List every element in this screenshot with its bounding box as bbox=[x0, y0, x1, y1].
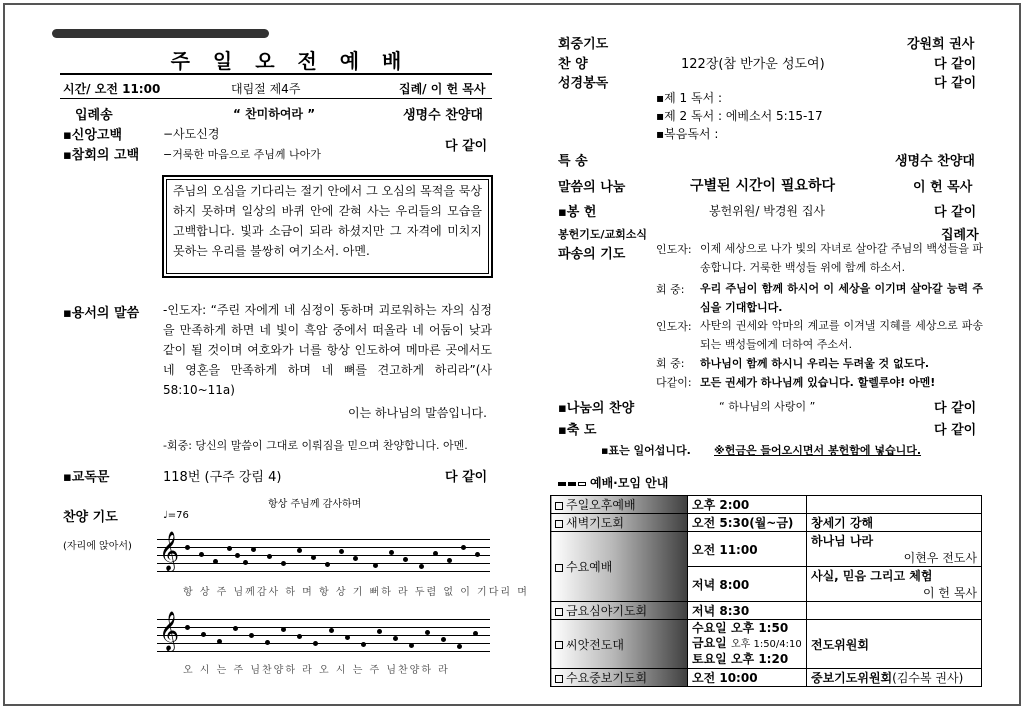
schedule-time: 저녁 8:30 bbox=[688, 602, 807, 620]
hymn-label-right: 찬 양 bbox=[558, 57, 588, 72]
bless-by: 다 같이 bbox=[934, 423, 977, 438]
schedule-table bbox=[550, 495, 982, 687]
music-note bbox=[313, 641, 318, 646]
schedule-name: 주일오후예배 bbox=[551, 496, 688, 514]
service-leader: 집례/ 이 헌 목사 bbox=[399, 82, 486, 96]
reading-2: ▪제 2 독서 : 에베소서 5:15-17 bbox=[656, 109, 823, 123]
offering-by: 다 같이 bbox=[934, 205, 977, 220]
music-staff-1 bbox=[157, 531, 490, 575]
schedule-name: 금요심야기도회 bbox=[551, 602, 688, 620]
schedule-title: 예배·모임 안내 bbox=[590, 476, 669, 490]
schedule-time: 오후 2:00 bbox=[688, 496, 807, 514]
music-note bbox=[199, 552, 204, 557]
prayer-by: 강원희 권사 bbox=[907, 37, 975, 52]
music-note bbox=[281, 561, 286, 566]
music-note bbox=[281, 627, 286, 632]
table-row bbox=[551, 669, 982, 687]
music-note bbox=[265, 640, 270, 645]
news-label: 봉헌기도/교회소식 bbox=[558, 228, 648, 241]
hymn-by: 다 같이 bbox=[445, 470, 488, 485]
confession-text: 주님의 오심을 기다리는 절기 안에서 그 오심의 목적을 묵상하지 못하며 일상의 바퀴 안에 갇혀 사는 우리들의 모습을 고백합니다. 빛과 소금이 되라 하셨지만 그 자격에 미치지 못하는 우리를 불쌍히 여기소서. 아멘. bbox=[166, 179, 489, 274]
music-note bbox=[373, 563, 378, 568]
music-note bbox=[325, 562, 330, 567]
schedule-note: 창세기 강해 bbox=[807, 514, 982, 532]
service-time: 시간/ 오전 11:00 bbox=[63, 82, 161, 96]
music-note bbox=[267, 554, 272, 559]
table-row bbox=[551, 602, 982, 620]
footnote-stand: ▪표는 일어섭니다. bbox=[601, 444, 691, 457]
schedule-name: 새벽기도회 bbox=[551, 514, 688, 532]
schedule-name: 씨앗전도대 bbox=[551, 620, 688, 669]
sending-label: 파송의 기도 bbox=[558, 247, 626, 262]
music-note bbox=[447, 558, 452, 563]
sending-2-who: 회 중: bbox=[656, 283, 685, 296]
sermon-title: 구별된 시간이 필요하다 bbox=[690, 178, 835, 194]
decorative-bar bbox=[52, 29, 269, 38]
schedule-time: 저녁 8:00 bbox=[688, 567, 807, 602]
heading-bars-icon bbox=[558, 482, 566, 486]
praise-note: (자리에 앉아서) bbox=[63, 541, 132, 552]
music-note bbox=[361, 642, 366, 647]
music-note bbox=[329, 628, 334, 633]
music-note bbox=[409, 643, 414, 648]
offering-label: ▪봉 헌 bbox=[558, 205, 597, 220]
lyrics-line-2: 오 시 는 주 님찬양하 라 오 시 는 주 님찬양하 라 bbox=[183, 665, 450, 676]
treble-clef-icon: 𝄞 bbox=[159, 531, 180, 571]
schedule-note: 하나님 나라 이현우 전도사 bbox=[807, 532, 982, 567]
music-note bbox=[201, 632, 206, 637]
confession-value: −거룩한 마음으로 주님께 나아가 bbox=[163, 148, 321, 161]
music-note bbox=[345, 635, 350, 640]
treble-clef-icon: 𝄞 bbox=[159, 611, 180, 651]
reading-label: 성경봉독 bbox=[558, 76, 609, 91]
creed-label: ▪신앙고백 bbox=[63, 128, 123, 143]
score-title: 항상 주님께 감사하며 bbox=[268, 499, 362, 510]
reading-3: ▪복음독서 : bbox=[656, 127, 719, 141]
music-note bbox=[353, 556, 358, 561]
music-note bbox=[419, 564, 424, 569]
sending-4-text: 하나님이 함께 하시니 우리는 두려울 것 없도다. bbox=[700, 357, 930, 370]
sending-3-who: 인도자: bbox=[656, 320, 692, 333]
music-note bbox=[339, 549, 344, 554]
music-note bbox=[249, 633, 254, 638]
music-note bbox=[475, 552, 480, 557]
music-note bbox=[311, 555, 316, 560]
news-by: 집례자 bbox=[941, 228, 979, 243]
sending-3-text: 사탄의 권세와 악마의 계교를 이겨낼 지혜를 세상으로 파송되는 백성들에게 더하여 주소서. bbox=[700, 319, 983, 351]
schedule-heading bbox=[558, 474, 668, 491]
divider bbox=[60, 73, 492, 75]
schedule-note: 중보기도위원회(김수복 권사) bbox=[807, 669, 982, 687]
music-note bbox=[297, 548, 302, 553]
schedule-note: 전도위원회 bbox=[807, 620, 982, 669]
entrance-by: 생명수 찬양대 bbox=[403, 108, 483, 123]
footnote-offering: ※헌금은 들어오시면서 봉헌함에 넣습니다. bbox=[714, 444, 922, 457]
entrance-label: 입례송 bbox=[75, 108, 113, 123]
music-note bbox=[227, 546, 232, 551]
pardon-response: -회중: 당신의 말씀이 그대로 이뤄짐을 믿으며 찬양합니다. 아멘. bbox=[163, 439, 468, 452]
table-row bbox=[551, 620, 982, 669]
schedule-time: 오전 10:00 bbox=[688, 669, 807, 687]
music-note bbox=[441, 637, 446, 642]
music-note bbox=[433, 551, 438, 556]
music-note bbox=[425, 630, 430, 635]
sending-1-text: 이제 세상으로 나가 빛의 자녀로 살아갈 주님의 백성들을 파송합니다. 거룩한 백성들 위에 함께 하소서. bbox=[700, 242, 983, 274]
schedule-name: 수요중보기도회 bbox=[551, 669, 688, 687]
music-staff-2 bbox=[157, 611, 490, 655]
pardon-text: -인도자: “주린 자에게 네 심정이 동하며 괴로워하는 자의 심정을 만족하게 하면 네 빛이 흑암 중에서 떠올라 네 어둠이 낮과 같이 될 것이며 여호와가 너를 항상 인도하여 메마른 곳에서도 네 영혼을 만족하게 하며 네 뼈를 견고하게 하리라”(사 58:10~11a) bbox=[163, 303, 492, 397]
page-title: 주 일 오 전 예 배 bbox=[170, 49, 410, 73]
music-note bbox=[473, 631, 478, 636]
reading-by: 다 같이 bbox=[934, 76, 977, 91]
special-label: 특 송 bbox=[558, 154, 588, 169]
divider bbox=[60, 98, 492, 99]
music-note bbox=[235, 553, 240, 558]
schedule-note bbox=[807, 496, 982, 514]
reading-1: ▪제 1 독서 : bbox=[656, 91, 723, 105]
offering-value: 봉헌위원/ 박경원 집사 bbox=[709, 204, 826, 218]
schedule-note: 사실, 믿음 그리고 체험 이 헌 목사 bbox=[807, 567, 982, 602]
music-note bbox=[185, 625, 190, 630]
sending-2-text: 우리 주님이 함께 하시어 이 세상을 이기며 살아갈 능력 주심을 기대합니다. bbox=[700, 282, 983, 314]
pardon-end: 이는 하나님의 말씀입니다. bbox=[348, 406, 487, 420]
lyrics-line-1: 항 상 주 님께감사 하 며 항 상 기 뻐하 라 두렴 없 이 기다리 며 bbox=[183, 587, 529, 598]
hymn-value: 118번 (구주 강림 4) bbox=[163, 470, 282, 485]
prayer-label: 회중기도 bbox=[558, 37, 609, 52]
sending-5-text: 모든 권세가 하나님께 있습니다. 할렐루야! 아멘! bbox=[700, 376, 936, 389]
music-note bbox=[389, 550, 394, 555]
music-note bbox=[233, 626, 238, 631]
sermon-label: 말씀의 나눔 bbox=[558, 180, 626, 195]
sermon-by: 이 헌 목사 bbox=[913, 180, 973, 195]
share-by: 다 같이 bbox=[934, 401, 977, 416]
share-song: “ 하나님의 사랑이 ” bbox=[719, 400, 816, 413]
schedule-time: 오전 5:30(월~금) bbox=[688, 514, 807, 532]
music-note bbox=[403, 557, 408, 562]
liturgical-week: 대림절 제4주 bbox=[231, 82, 301, 96]
confession-box bbox=[162, 175, 493, 278]
music-note bbox=[457, 644, 462, 649]
music-note bbox=[243, 560, 248, 565]
music-note bbox=[377, 629, 382, 634]
music-note bbox=[213, 559, 218, 564]
creed-value: −사도신경 bbox=[163, 127, 220, 141]
praise-label: 찬양 기도 bbox=[63, 510, 118, 525]
music-note bbox=[185, 545, 190, 550]
confession-label: ▪참회의 고백 bbox=[63, 148, 140, 163]
creed-by: 다 같이 bbox=[445, 139, 488, 154]
share-label: ▪나눔의 찬양 bbox=[558, 401, 635, 416]
score-tempo: ♩=76 bbox=[163, 510, 189, 521]
sending-1-who: 인도자: bbox=[656, 243, 692, 256]
sending-4-who: 회 중: bbox=[656, 357, 685, 370]
table-row bbox=[551, 532, 982, 567]
bulletin-page bbox=[3, 3, 1021, 706]
schedule-name: 수요예배 bbox=[551, 532, 688, 602]
bless-label: ▪축 도 bbox=[558, 423, 597, 438]
hymn-label: ▪교독문 bbox=[63, 470, 110, 485]
table-row bbox=[551, 514, 982, 532]
music-note bbox=[251, 547, 256, 552]
music-note bbox=[217, 639, 222, 644]
pardon-label: ▪용서의 말씀 bbox=[63, 306, 140, 321]
schedule-note bbox=[807, 602, 982, 620]
hymn-by-right: 다 같이 bbox=[934, 57, 977, 72]
schedule-time: 수요일 오후 1:50 금요일 오후 1:50/4:10 토요일 오후 1:20 bbox=[688, 620, 807, 669]
music-note bbox=[297, 634, 302, 639]
music-note bbox=[461, 545, 466, 550]
music-note bbox=[393, 636, 398, 641]
special-by: 생명수 찬양대 bbox=[895, 154, 975, 169]
schedule-time: 오전 11:00 bbox=[688, 532, 807, 567]
hymn-value-right: 122장(참 반가운 성도여) bbox=[681, 57, 825, 72]
table-row bbox=[551, 496, 982, 514]
entrance-song: “ 찬미하여라 ” bbox=[233, 107, 316, 121]
sending-5-who: 다같이: bbox=[656, 376, 692, 389]
